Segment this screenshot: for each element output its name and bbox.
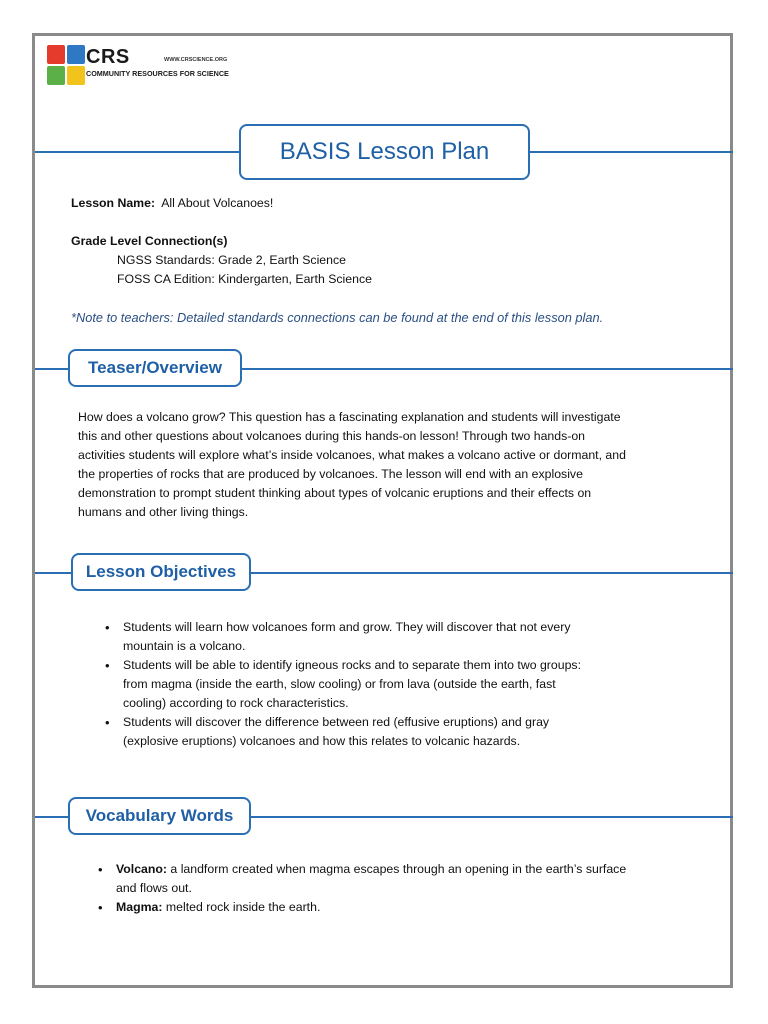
teaser-line: activities students will explore what’s inside volcanoes, what makes a volcano active or dormant, and bbox=[78, 448, 626, 462]
objective-line: • Students will be able to identify igneous rocks and to separate them into two groups: bbox=[123, 658, 581, 672]
page-title: BASIS Lesson Plan bbox=[239, 124, 530, 180]
objective-item bbox=[99, 713, 669, 751]
crs-logo bbox=[47, 45, 247, 87]
lesson-name-label: Lesson Name: bbox=[71, 196, 156, 210]
objective-line: • Students will discover the difference between red (effusive eruptions) and gray bbox=[123, 715, 550, 729]
lesson-name bbox=[71, 194, 273, 213]
title-rule-left bbox=[35, 151, 240, 153]
vocab-term: Volcano: bbox=[116, 862, 168, 876]
teaser-line: demonstration to prompt student thinking about types of volcanic eruptions and their effects on bbox=[78, 486, 592, 500]
teaser-line: the properties of rocks that are produced by volcanoes. The lesson will end with an explosive bbox=[78, 467, 583, 481]
objective-line: mountain is a volcano. bbox=[123, 639, 246, 653]
objective-item bbox=[99, 656, 669, 713]
teaser-heading: Teaser/Overview bbox=[68, 349, 242, 387]
teaser-paragraph bbox=[78, 408, 698, 522]
objectives-rule-right bbox=[249, 572, 733, 574]
teaser-line: humans and other living things. bbox=[78, 505, 249, 519]
teaser-line: How does a volcano grow? This question has a fascinating explanation and students will investigate bbox=[78, 410, 621, 424]
logo-brand: CRS bbox=[86, 46, 130, 68]
objective-line: cooling) according to rock characteristics. bbox=[123, 696, 349, 710]
vocab-rule-right bbox=[249, 816, 733, 818]
vocab-definition: a landform created when magma escapes through an opening in the earth’s surface bbox=[167, 862, 627, 876]
ngss-standards: NGSS Standards: Grade 2, Earth Science bbox=[117, 253, 346, 267]
logo-url: WWW.CRSCIENCE.ORG bbox=[164, 57, 228, 63]
foss-edition: FOSS CA Edition: Kindergarten, Earth Science bbox=[117, 272, 372, 286]
teaser-rule-right bbox=[240, 368, 733, 370]
objective-item bbox=[99, 618, 669, 656]
vocab-definition: melted rock inside the earth. bbox=[162, 900, 321, 914]
vocab-list bbox=[92, 860, 702, 917]
objective-line: • Students will learn how volcanoes form and grow. They will discover that not every bbox=[123, 620, 571, 634]
vocab-term: Magma: bbox=[116, 900, 163, 914]
vocab-rule-left bbox=[35, 816, 70, 818]
objectives-rule-left bbox=[35, 572, 73, 574]
teaser-rule-left bbox=[35, 368, 70, 370]
vocab-heading: Vocabulary Words bbox=[68, 797, 251, 835]
vocab-item bbox=[92, 860, 702, 898]
objective-line: (explosive eruptions) volcanoes and how this relates to volcanic hazards. bbox=[123, 734, 521, 748]
logo-tiles-icon bbox=[47, 45, 85, 85]
objective-line: from magma (inside the earth, slow cooling) or from lava (outside the earth, fast bbox=[123, 677, 556, 691]
title-rule-right bbox=[528, 151, 733, 153]
lesson-name-value: All About Volcanoes! bbox=[161, 196, 274, 210]
objectives-heading: Lesson Objectives bbox=[71, 553, 251, 591]
logo-subtitle: COMMUNITY RESOURCES FOR SCIENCE bbox=[86, 69, 229, 78]
grade-heading: Grade Level Connection(s) bbox=[71, 234, 228, 248]
teacher-note: *Note to teachers: Detailed standards connections can be found at the end of this lesson plan. bbox=[71, 310, 604, 325]
vocab-item bbox=[92, 898, 702, 917]
objectives-list bbox=[99, 618, 669, 751]
vocab-definition-cont: and flows out. bbox=[116, 881, 192, 895]
teaser-line: this and other questions about volcanoes during this hands-on lesson! Through two hands-on bbox=[78, 429, 586, 443]
